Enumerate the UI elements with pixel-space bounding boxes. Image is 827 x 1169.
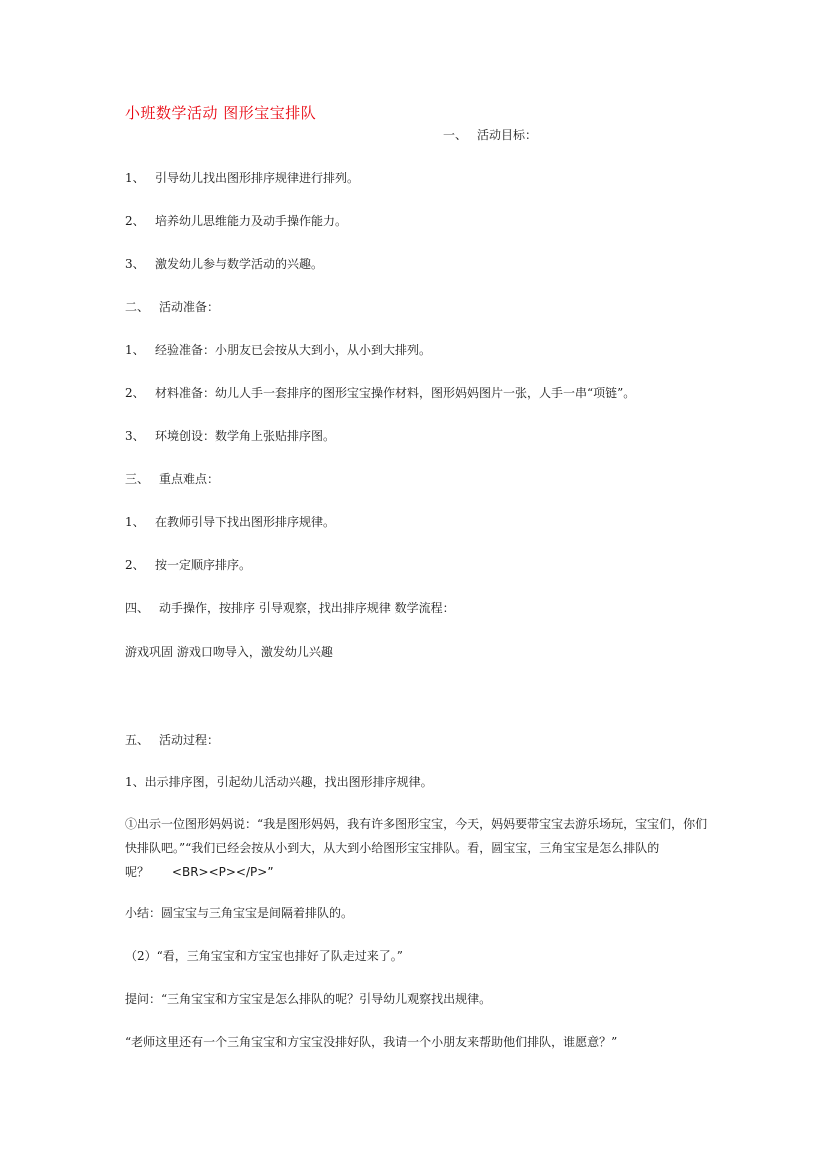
item-text: 激发幼儿参与数学活动的兴趣。	[155, 257, 324, 271]
item-number: 1、	[125, 515, 145, 529]
item-text: 按一定顺序排序。	[155, 558, 252, 572]
item-number: 3、	[125, 429, 145, 443]
section-number: 五、	[125, 733, 150, 747]
section-number: 四、	[125, 601, 150, 615]
markup-fragment: <BR><P></P>”	[171, 865, 274, 879]
process-step-1: 1、出示排序图，引起幼儿活动兴趣，找出图形排序规律。	[125, 775, 433, 789]
section-heading-operation	[125, 599, 455, 617]
document-title: 小班数学活动 图形宝宝排队	[125, 104, 317, 122]
section-heading-preparation	[125, 298, 219, 316]
section-heading-goals	[443, 126, 537, 144]
paragraph-text: ①出示一位图形妈妈说：“我是图形妈妈，我有许多图形宝宝，今天，妈妈要带宝宝去游乐场玩，宝宝们，你们快排队吧。”“我们已经会按从小到大，从大到小给图形宝宝排队。看，圆宝宝，三角宝宝是怎么排队的呢？	[125, 817, 708, 879]
difficulty-item-1	[125, 513, 335, 531]
goal-item-3	[125, 255, 323, 273]
item-number: 2、	[125, 214, 145, 228]
item-number: 1、	[125, 343, 145, 357]
process-question: 提问：“三角宝宝和方宝宝是怎么排队的呢？引导幼儿观察找出规律。	[125, 992, 492, 1006]
process-step-2: （2）“看，三角宝宝和方宝宝也排好了队走过来了。”	[125, 949, 403, 963]
item-number: 1、	[125, 171, 145, 185]
game-line: 游戏巩固 游戏口吻导入，激发幼儿兴趣	[125, 645, 333, 659]
section-label: 活动准备：	[159, 300, 220, 314]
section-label: 活动过程：	[159, 733, 220, 747]
process-paragraph-1	[125, 812, 710, 884]
process-summary: 小结：圆宝宝与三角宝宝是间隔着排队的。	[125, 906, 354, 920]
section-heading-process	[125, 731, 219, 749]
difficulty-item-2	[125, 556, 251, 574]
section-label: 动手操作，按排序 引导观察，找出排序规律 数学流程：	[159, 601, 455, 615]
item-text: 材料准备：幼儿人手一套排序的图形宝宝操作材料，图形妈妈图片一张，人手一串“项链”。	[155, 386, 636, 400]
item-number: 2、	[125, 558, 145, 572]
item-text: 环境创设：数学角上张贴排序图。	[155, 429, 336, 443]
section-number: 一、	[443, 128, 468, 142]
item-text: 在教师引导下找出图形排序规律。	[155, 515, 336, 529]
goal-item-1	[125, 169, 359, 187]
section-number: 三、	[125, 472, 150, 486]
process-teacher-speech: “老师这里还有一个三角宝宝和方宝宝没排好队，我请一个小朋友来帮助他们排队，谁愿意？”	[125, 1035, 618, 1049]
goal-item-2	[125, 212, 347, 230]
preparation-item-2	[125, 384, 635, 402]
section-label: 活动目标：	[477, 128, 538, 142]
item-text: 培养幼儿思维能力及动手操作能力。	[155, 214, 348, 228]
item-text: 经验准备：小朋友已会按从大到小，从小到大排列。	[155, 343, 432, 357]
item-number: 2、	[125, 386, 145, 400]
section-label: 重点难点：	[159, 472, 220, 486]
preparation-item-1	[125, 341, 431, 359]
item-number: 3、	[125, 257, 145, 271]
item-text: 引导幼儿找出图形排序规律进行排列。	[155, 171, 360, 185]
section-number: 二、	[125, 300, 150, 314]
section-heading-difficulties	[125, 470, 219, 488]
preparation-item-3	[125, 427, 335, 445]
